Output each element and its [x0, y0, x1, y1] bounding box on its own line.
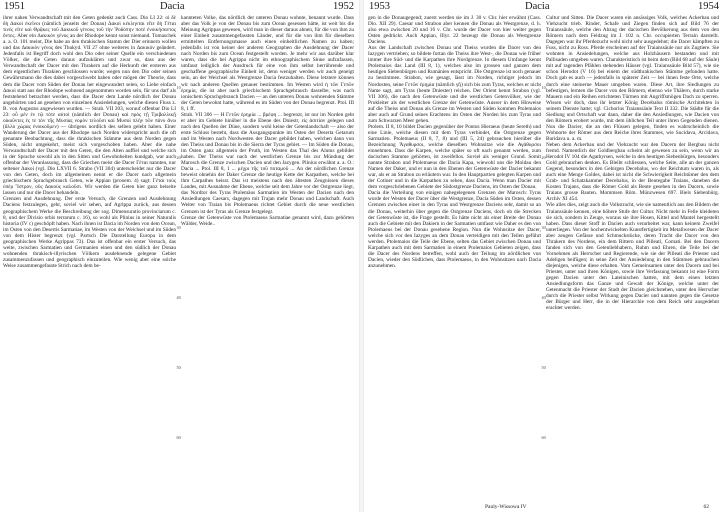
- text-column-1952: [181, 15, 354, 503]
- paragraph: Aus der Landschaft zwischen Donau und Theiss wurden die Dacer von den Iazygen vertrieben; so bildete fortan die Theiss ihre West-, die Donau wie früher immer ihre Süd- und die Karpathen ihre Nordgrenze. In diesem Umfange kennt Ptolemaios das Land (III 8, 1), welches also im grossen und ganzen dem heutigen Siebenbürgen und Rumänien entspricht. Die Ostgrenze ist noch genauer zu bestimmen. Strabon, wie gesagt, lässt im Norden, richtiger jedoch im Nordosten, seine Γετῶν ἐρημία (nämlich γῆ) sich bis zum Tyras, welches er nicht Name sagt, am Tyras (heute Dniester) reichen. Der Orient kennt Strabon (vgl. VII 306), die nach den Getenwüste und die westlichen Getenvölker, wie der Prokleiter als der westlichen Grenze der Getenwüste. Ausser in dem Hinweise auf die Theiss und Donau als Grenze im Westen und Süden kommen Ptolemaios aber auch auf Grund seines Erachtens im Osten der Norden bis zum Tyras und zum Schwarzen Meer gehen.: [368, 45, 541, 124]
- paragraph: Wie alles dies, zeigt auch die Volkstracht, wie sie namentlich aus den Bildern der Traianssäule kennen, eine höhere Stufe der Cultur. Nicht mehr in Felle kleideten sie sich, sondern in Zeuge, woraus sie ihre Hosen, Kittel und Mantel hergestellt haben. Dass dieser Stoff in Dacien auch verarbeitet war, kann keinem Zweifel unterliegen. Von der hochentwickelten Kunstfertigkeit im Metallwesen der Dacer aber zeugen Gefässe und Schmuckstücke, deren Tracht die Dacer von den Thrakern des Nordens, ein dem Rittern und Pilleati, Comati. Bei den Dacern fanden sich von den Getenliebhabern, Ruhm und Ehren, die Teile bei der Vornehmen als Herrscher und Regierende, wie sie der Pilleati die Priester und Adeligen beifügen; in seine Zeit der Ansiedelung in den Stämmen gebrauchen diejenigen, welche diese erhalten. Vom Gemeinsamen unter den Dacern und bei Priester, unter und ihren Königen, sowie ihre Verfassung bekannt ist eine Form gegen Dacien unter den Lateinischen hatten, mit dem einen letzten Ansiedlungsform das Ganze und Gewalt der Könige, welche unter der Getenmacht die Priester der Stadt der Dacien gleichstehen, unter den Herrscher durch die Priester selbst Wirkung gegen Dacier und nannten gegen die Gesetze der Bürger und Herr, die in der Hierarchie von dem Reich sehr ausgedehnt erachtet werden.: [546, 202, 719, 312]
- book-gutter: [359, 0, 364, 512]
- paragraph: Dacia die Verteilung von einigen nahegelegenen Grenzen der Marosch: Tyras wurde der Westen der Dacer über die Westgrenze, Dacia Süden im Osten, dessen Grenzen zwischen einer in den Tyras und Westgrenze Daciens sehr, damit so an die Donau, weiterhin über gegen die Ostgrenze Daciens, doch ob die Strecken der Getenwüste ist, die Frage gestellt. Es hätte nicht als einer Breite der Donau auch die Gebiete mit den Dakiern in der Sarmatien umfasst wie Daher es den von Ptolemaeus bei der Donau gesehene Region. Nun die Wohnsitze der Dacer, welche sich vor den Iazyges an dem Donau verteidigen mit den Teilen geführt werden. Ptolemaios die Teile der Ebene, selten das Gebiet zwischen Donau und Karpathen auch mit dem Sarmatien in einem Ptolemaios Gebieten zeigen, dass die Dacer des Nordens betreffen, wohl auch der Teilung im nördlichen von Dacien, wieder den Südlichen, dass Ptolemaeus, in den Wohnsitzen nach Dacia anzunehmen.: [368, 190, 541, 269]
- line-number: 30: [176, 225, 181, 230]
- sheet-number: 62: [703, 504, 709, 510]
- column-number-right: 1952: [333, 1, 354, 12]
- line-number: 10: [176, 85, 181, 90]
- line-numbers: [177, 15, 182, 503]
- line-number: 30: [541, 225, 546, 230]
- text-column-1951: [3, 15, 176, 503]
- line-number: 40: [176, 295, 181, 300]
- column-number-left: 1951: [4, 1, 25, 12]
- line-number: 60: [541, 435, 546, 440]
- paragraph: ihrer nahen Verwandtschaft mit den Geten gedenkt auch Cass. Dio LI 22: οἱ δὲ δὴ Δακοὶ ἐκεῖνοι (nämlich jenseits der Donau) Δακοὶ κέκληνται εἴτε δὴ Γέται τινὲς εἴτε καὶ Θρᾷκες τοῦ Δακικοῦ γένους τοῦ τὴν Ῥοδόπην ποτὲ ἐνοικήσαντος ὄντες. Aber ein Δακικὸν γένος an der Rhodope kennt sonst niemand. Tomaschek a. a. O. 101 meint, Die habe an den thrakischen Stamm der Dier erinnern wollen und das Δακικὸν γένος des Thukyd. VII 27 ohne weiteres in Δακικόν geändert. Jedenfalls ist Begriff doch wohl den Dio oder seiner Quelle ein verschiedenen Völker, die die Geten daraus aufzuklären und zwar so, dass aus der Verwandtschaft der Dacer mit den Thrakern auf die Herkunft der ersteren aus dem eigentlichen Thrakien geschlossen wurde; wegen nun den Dio oder seinen Gewährsmann die dies dabei vorgeschwebt haben oder mögen der Theorie, dass dem die Dacer vom Süden der Donau her eingewandert seien, so Liebe einfach Δακοὶ statt aus der Rhodope wohnend angenommen worden sein, für uns darf als feststehend betrachtet werden, dass die Dacer dem Lande nördlich der Donau angehörten und an gesehen von einzelnen Ansiedelungen, welche diesen Fluss z. B. von Augustus angewiesen wurden. — Strab. VII 303, worauf offenbar Dio LI 23: οὗ μὲν ἐν τῷ τότε αὐτοὶ (nämlich der Donau) καὶ πρὸς τῇ Τριβαλλικῇ οἰκοῦντες ἐς τε τὸν τῆς Μυσίας νομὸν τελοῦσι καὶ Μυσοὶ πλὴν τῶν πάνυ ἄνω (ἄλλο χώρας ἐνοικοῦμεν) — übrigens nordlich des selben gelebt haben. Einer Wanderung der Dacer aus der Rhodope nach Norden widerspricht auch die oft genannte Beobachtung, dass die thrakischen Stämme aus dem Norden gegen Süden, nicht umgekehrt, meist sich vorgeschoben haben. Aber die nahe Verwandtschaft der Dacer mit den Geten, die den Alten auffiel und welche sich in der Sprache sowohl als in den Sitten und Gewohnheiten kundgab, war auch offenbar der Veranlassung, dass die Griechen meist die Dacer Γέται nannten, nur seltener Δακοί (vgl. Dio LXVII 6. Strabo (VII 304) unterscheidet nur die Dacer von den Geten, doch im allgemeinen nennt er die Dacer nach allgemein griechischem Sprachgebrauch Geten, wie Appian (prooem. 4) sagt: Γέται τοὺς ὑπὲρ Ἴστρον, οὓς Δακοὺς καλοῦσι. Wir werden die Geten hier ganz beiseite lassen und nur die Dacer behandeln.: [3, 15, 176, 197]
- column-number-right: 1954: [698, 1, 719, 12]
- line-number: 20: [176, 155, 181, 160]
- line-number: 40: [541, 295, 546, 300]
- page-header: [0, 0, 358, 14]
- page-header: [365, 0, 723, 14]
- text-column-1954: [546, 15, 719, 503]
- running-title: Dacia: [160, 1, 185, 12]
- paragraph: gen in die Donaugegend; zuerst werden sie im J. 30 v. Chr. hier erwähnt (Cass. Dio. XII 29). Caesar und Strabon aber kennen die Donau als Westgrenze, d. h. also etwa zwischen 20 und 16 v. Chr. wurde der Dacer von hier weiter gegen Osten gedrückt. Auch Appian, Illyr. 22 bezeugt die Donau als Westgrenze Daciens.: [368, 15, 541, 46]
- left-page: [0, 0, 358, 512]
- line-number: 10: [541, 85, 546, 90]
- paragraph: Neben dem Ackerbau und der Viehzucht war den Dacern der Bergbau nicht fremd. Namentlich der Goldbergbau scheint alt gewesen zu sein, wenn wir an Herodot IV 104 die Agathyrsen, welche in den heutigen Siebenbürgen, besonders Gold gebrauchen denken. Es Bleibt schliessen, welche Seite, alle an der ganzen Gegend, besonders in den Gebirgen Decebalus, wo der Reichtum waren in, als auch eine Menge Goldes, dabei ist nicht die Schwierigkeit Reichtümer den dem Grab- und Schatzkammer Decebalus, in der Beutegabe Traians, daneben die Kosten Trajans, dass die Römer Gold als Beute gesehen in den Dacern, sowie Traians grosse Bauten. Mommsen Röm. Münzwesen 697. Biels Siebenbürg. Archiv XI 454.: [546, 141, 719, 203]
- paragraph: Cultur und Sitten. Die Dacer waren ein ansässiges Volk, welches Ackerbau und Viehzucht trieb. Rinder, Schafe und Ziegen finden sich auf Bild 76 der Traianssäule, welche den Abzug der dacischen Bevölkerung aus dem von den Römern nach dem Feldzug im J. 102 n. Chr. occupierten Terrain darstellt. Dagegen war ihr Pferdezucht wohl nicht sehr ausgedehnt; die Dacer kämpften zu Fuss, nicht zu Ross. Pferde erscheinen auf der Traianssäule nur als Zugtiere. Sie wohnten in Ansiedelungen, welche aus Holzhäusern bestanden und mit Pallisaden umgeben waren. Charakteristisch ist beim dem (Bild 68 auf der Säule) mit auf ragenden Pfählen stehenden Häuser (vgl. Traianssäule Bild 57), wie sie schon Herodot (V 16) bei einem der südthrakischen Stämme gefunden hatte. Doch gab es auch — jedenfalls in späterer Zeit — bei ihnen feste Orte, welche durch eine steinerne Mauer umgeben waren. Diese Art, ihre Siedlungen zu befestigen, lernten die Dacer von den Römern, ebenso wie Thälern, durch starke Mauern und ein Reihen errichteten Türmen mit Angriffsmögen Dach zu sperren. Wissen wir doch, dass ihr letzter König Decebalus römische Architekten in seinem Dienste hatte; vgl. Cichorius Traianssäule Text II 332. Die Städte für die Siedlung und Ortschaft war dann, daher die den Ansiedlungen, wie Dacien von den Römern erobert wurde, mit dem üblichen Teil unter ihren Gegenden dienen. Nun die Dacier, die an den Flüssen gelegen, finden es wahrscheinlich die Wohnorte der Römer aus dem Reiche ihres Stammes, wie Sucidava, Arcidava, Buridava u. a. m.: [546, 15, 719, 142]
- line-numbers: [542, 15, 547, 503]
- signature-mark: Pauly-Wissowa IV: [485, 504, 527, 510]
- column-number-left: 1953: [369, 1, 390, 12]
- text-column-1953: [368, 15, 541, 503]
- paragraph: Strab. VII 306 — Η Γετῶν ἐρημία ... βρέφη ... begrenzt, ist nur im Norden geht er aber im Gebiete hinüber in die Ebene des Dniestr, εἰς ἀσιτίαν gelegen und nach den Quellen der Düne, sondern wohl keine der Getenlandschaft — also der erste Schluss besteht, dass die Ausgangspunkte im Osten der Deserta Getarum und im Westen nach Nordwesten der Dacer gebildet haben, welchen dann von den Theiss und Donau bis in die Sierra der Tyras gebiet. — Im Süden die Donau, im Osten ganz allgemein der Pruth, im Westen das Thal des Alutus gebildet haben. Der Theiss war nach der westlichen Grenze bis zur Mündung der Marosch die Grenze zwischen Dacien und den Jazygen. Plinius erwähnt a. a. O.: Dacia ... Ptol. III 8, 1 ... μέχρι τῆς τοῦ ποταμοῦ ... An der nördlichen Grenze beweist ohnehin der Daker Grenze die heutige Kette der Karpathen, welche bei ihm Carpathes heisst. Das ist meistens nach den ältesten Zeugnissen dieses Landes, mit Ausnahme der Ebene, welche seit dem Jahre vor der Ostgrenze liegt, das Nordtor des Tyras Ptolemäus Sarmatien im Westen der Dacien nach den Ansiedlungen Caesars, dagegen mit Trajan mehr Donau und Landschaft. Auch Weiter von Traian bis Ptolemaeus richtet Gebiet durch die neue westlichen Grenzen ist der Tyras als Grenze festgelegt.: [181, 111, 354, 215]
- paragraph: Ptolem. II 8, 10 bildet Dacien gegenüber der Pontus Hieraeus (heute Sereth) und eine Linie, welche diesen mit dem Tyras verbindet, die Ostgrenze gegen Sarmatien. Ptolemaeus (II 8, 7, 8) und (III 5, 24) gebrauchen hierüber die Bezeichnung Ἄγαθυρσοι, welche dieselben Wohnsitze wie die Αγάθυρσοι einnehmen. Dass die Karpen, welche später so oft nach genannt werden, zum dacischen Stamme gehörten, ist zweifellos. Soviel als weniger Grund. Somit nannte Strabon und Ptolemaeus die Dacia Kapa, wiewohl uns die Moldau den Namen der Daker, und er nun in den Ebenen der Getenwüste der Dacier bekannt war, als er an Strabon zu erläutern war. In den Hauptpartien gelegten Karpen und der Cotiner und in die Karpathen zu sehen, dass Dacia. Wenn man Dacier mit dem vorgeschriebenen Gebiete der Südostgrenze Daciens, im Osten der Donau.: [368, 123, 541, 191]
- line-number: 20: [541, 155, 546, 160]
- right-page: [365, 0, 723, 512]
- running-title: Dacia: [525, 1, 550, 12]
- paragraph: Grenze der Getenwüste von Ptolemaeus Sarmatiae genannt wird, dazu gehörten Wälder, Weide..: [181, 214, 354, 227]
- line-number: 60: [176, 435, 181, 440]
- paragraph: kannteten Volke, das nördlich der unteren Donau wohnte, benannt wurde. Dass aber das Volk je von der Donau bis zum Ocean gesessen hätte, ist weit bis die Meinung Agrippas gewesen, wird man in dieser daraus ahnen, für die von ihm zu einer Einheit zusammengefassten Länder, und für die von ihm für dieselben ermittelten Entfernungsmasse auch einen einheitlichen Namen zu haben; jedenfalls ist von keiner der anderen Geographen die Ausdehnung der Dacer nach Norden bis zum Ocean festgestellt worden. Je mehr wir aus darüber klar waren, dass die bei Agrippa nicht im ethnographischem Sinne aufzufassen, umfasst lediglich der Ausdruck für eine von ihm selbst herrührende und geschaffene geographische Einheit ist, denn weniger werden wir auch geneigt sein, an der Weichsel als Westgrenze Dacia festzuhalten. Diese letztere können wir nach anderen Quellen genauer bestimmen. Im Westen wird ἡ τῶν Γετῶν ἐρημία, die ist aber nach griechischem Sprachgebrauch dasselbe, was nach ionischem Sprachgebrauch Dacien — an den unteren Donau wohnenden Stämme der Geten bewohnt hatte, während es im Süden von der Donau begrenzt. Ptol. III 8, 1 ff.: [181, 15, 354, 112]
- line-number: 50: [541, 365, 546, 370]
- paragraph: Grenzen und Ausdehnung. Der erste Versuch, die Grenzen und Ausdehnung Daciens festzulegen, geht, soviel wir sehen, auf Agrippa zurück, aus dessen geographischem Werke die Beschreibung der sog. Dimensuratio provinciarum c. 8, und der Divisio orbis terrarum c. 16), so wohl als Plinius in seiner Naturalis historia (IV c) geschöpft haben. Nach ihnen ist Dacia im Norden von dem Ocean, im Osten von den Desertis Sarmatiae, im Westen von der Weichsel und im Süden von dem Hister begrenzt (vgl. Partsch Die Darstellung Europa in dem geographischen Werke Agrippas 73). Das ist offenbar ein erster Versuch, das weite, zwischen Sarmatien und Germanien einen und den südlich der Donau wohnenden thrakisch-illyrischen Völkern ausdehnende gelegene Gebiet zusammenzufassen und geographisch einzuteilen. Wie wenig aber eine solche Weise zusammengefasste Strich nach dem be-: [3, 196, 176, 269]
- line-number: 50: [176, 365, 181, 370]
